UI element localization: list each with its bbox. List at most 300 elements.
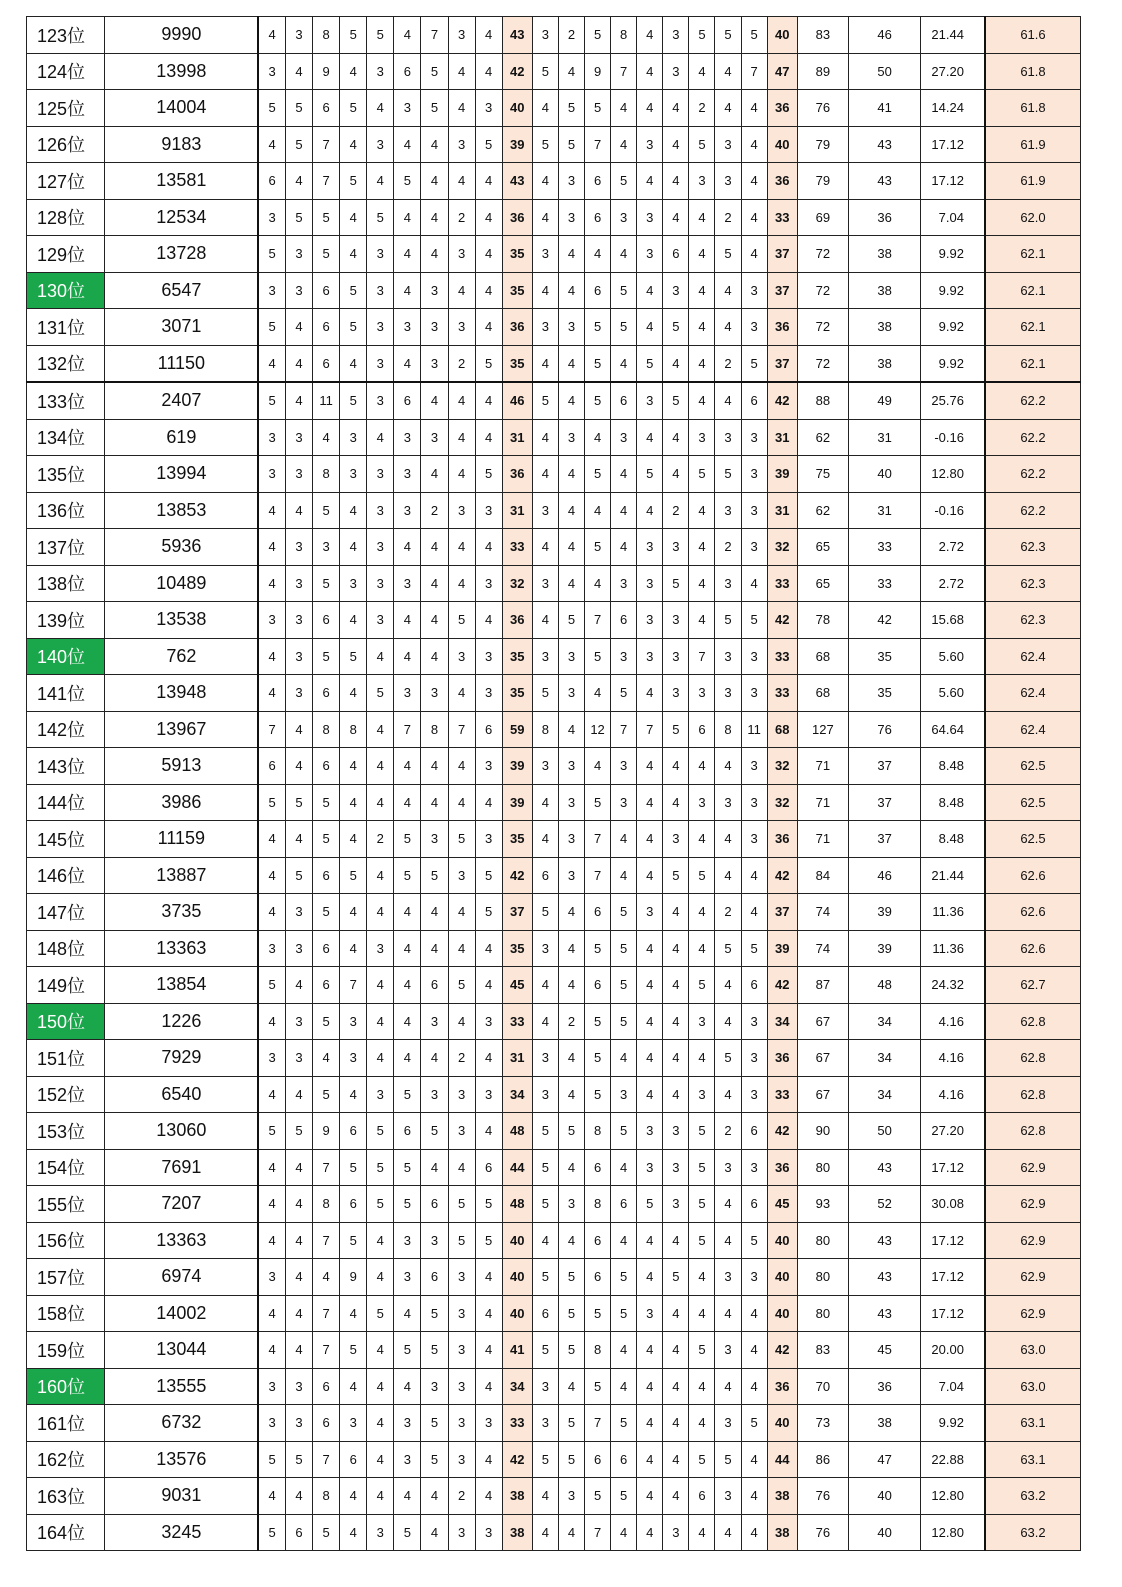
player-id-cell: 14004 (105, 90, 259, 127)
score-cell: 62.2 (985, 419, 1081, 456)
back-hole-11-cell: 4 (558, 236, 584, 273)
table-row (27, 1186, 1081, 1223)
back-hole-13-cell: 4 (611, 492, 637, 529)
back-hole-18-cell: 3 (741, 1040, 767, 1077)
front-hole-2-cell: 3 (285, 272, 312, 309)
back-hole-16-cell: 4 (689, 382, 715, 419)
out-total-cell: 38 (502, 1478, 532, 1515)
handicap-cell: 17.12 (921, 1259, 985, 1296)
back-hole-17-cell: 5 (715, 930, 741, 967)
player-id-cell: 13998 (105, 53, 259, 90)
out-total-cell: 39 (502, 748, 532, 785)
handicap-cell: 4.16 (921, 1003, 985, 1040)
front-hole-1-cell: 4 (258, 1003, 285, 1040)
in-total-cell: 32 (767, 784, 797, 821)
score-cell: 62.4 (985, 638, 1081, 675)
back-hole-15-cell: 4 (663, 967, 689, 1004)
back-hole-10-cell: 5 (532, 1441, 558, 1478)
back-hole-13-cell: 5 (611, 894, 637, 931)
in-total-cell: 40 (767, 1259, 797, 1296)
back-hole-11-cell: 3 (558, 419, 584, 456)
front-hole-3-cell: 8 (313, 1186, 340, 1223)
back-hole-11-cell: 3 (558, 638, 584, 675)
front-hole-9-cell: 4 (475, 419, 502, 456)
back-hole-13-cell: 5 (611, 967, 637, 1004)
back-hole-15-cell: 3 (663, 638, 689, 675)
front-hole-9-cell: 4 (475, 1040, 502, 1077)
player-id-cell: 619 (105, 419, 259, 456)
front-hole-6-cell: 4 (394, 236, 421, 273)
back-hole-13-cell: 6 (611, 1441, 637, 1478)
back-hole-12-cell: 8 (585, 1113, 611, 1150)
front-hole-1-cell: 3 (258, 1405, 285, 1442)
handicap-cell: 27.20 (921, 53, 985, 90)
back-hole-12-cell: 6 (585, 967, 611, 1004)
back-hole-13-cell: 4 (611, 529, 637, 566)
back-hole-17-cell: 4 (715, 857, 741, 894)
front-hole-2-cell: 4 (285, 1259, 312, 1296)
back-hole-13-cell: 3 (611, 565, 637, 602)
table-row (27, 1368, 1081, 1405)
gross-cell: 67 (797, 1076, 848, 1113)
net-cell: 40 (848, 1514, 920, 1551)
in-total-cell: 36 (767, 309, 797, 346)
table-row (27, 1222, 1081, 1259)
back-hole-18-cell: 4 (741, 1368, 767, 1405)
front-hole-8-cell: 4 (448, 748, 475, 785)
back-hole-11-cell: 4 (558, 967, 584, 1004)
front-hole-4-cell: 3 (340, 419, 367, 456)
back-hole-12-cell: 5 (585, 1040, 611, 1077)
front-hole-1-cell: 5 (258, 90, 285, 127)
net-cell: 76 (848, 711, 920, 748)
back-hole-13-cell: 4 (611, 456, 637, 493)
front-hole-9-cell: 4 (475, 382, 502, 419)
front-hole-4-cell: 5 (340, 272, 367, 309)
score-cell: 62.6 (985, 894, 1081, 931)
front-hole-8-cell: 3 (448, 1368, 475, 1405)
out-total-cell: 41 (502, 1332, 532, 1369)
gross-cell: 62 (797, 492, 848, 529)
back-hole-13-cell: 5 (611, 1113, 637, 1150)
back-hole-16-cell: 4 (689, 492, 715, 529)
back-hole-13-cell: 6 (611, 602, 637, 639)
back-hole-16-cell: 3 (689, 784, 715, 821)
front-hole-5-cell: 4 (367, 1478, 394, 1515)
front-hole-2-cell: 3 (285, 1040, 312, 1077)
front-hole-5-cell: 3 (367, 492, 394, 529)
back-hole-17-cell: 5 (715, 17, 741, 54)
back-hole-11-cell: 4 (558, 456, 584, 493)
front-hole-4-cell: 5 (340, 857, 367, 894)
gross-cell: 87 (797, 967, 848, 1004)
front-hole-8-cell: 3 (448, 1332, 475, 1369)
back-hole-14-cell: 4 (637, 163, 663, 200)
back-hole-14-cell: 7 (637, 711, 663, 748)
back-hole-12-cell: 6 (585, 199, 611, 236)
in-total-cell: 42 (767, 1332, 797, 1369)
score-cell: 62.2 (985, 382, 1081, 419)
score-cell: 62.2 (985, 456, 1081, 493)
front-hole-2-cell: 5 (285, 857, 312, 894)
front-hole-4-cell: 4 (340, 1478, 367, 1515)
back-hole-15-cell: 4 (663, 1222, 689, 1259)
front-hole-9-cell: 4 (475, 967, 502, 1004)
in-total-cell: 32 (767, 529, 797, 566)
front-hole-7-cell: 4 (421, 565, 448, 602)
handicap-cell: 2.72 (921, 565, 985, 602)
back-hole-18-cell: 5 (741, 930, 767, 967)
player-id-cell: 3735 (105, 894, 259, 931)
back-hole-15-cell: 4 (663, 1368, 689, 1405)
rank-cell: 152位 (27, 1076, 105, 1113)
handicap-cell: 4.16 (921, 1040, 985, 1077)
back-hole-15-cell: 4 (663, 930, 689, 967)
front-hole-5-cell: 5 (367, 1113, 394, 1150)
front-hole-5-cell: 4 (367, 1222, 394, 1259)
front-hole-2-cell: 4 (285, 1186, 312, 1223)
out-total-cell: 42 (502, 1441, 532, 1478)
rank-cell: 154位 (27, 1149, 105, 1186)
in-total-cell: 68 (767, 711, 797, 748)
front-hole-2-cell: 3 (285, 17, 312, 54)
back-hole-11-cell: 3 (558, 748, 584, 785)
net-cell: 43 (848, 163, 920, 200)
net-cell: 38 (848, 309, 920, 346)
rank-cell: 139位 (27, 602, 105, 639)
front-hole-9-cell: 4 (475, 529, 502, 566)
out-total-cell: 37 (502, 894, 532, 931)
back-hole-18-cell: 6 (741, 382, 767, 419)
front-hole-7-cell: 3 (421, 309, 448, 346)
net-cell: 33 (848, 565, 920, 602)
handicap-cell: 17.12 (921, 1149, 985, 1186)
back-hole-14-cell: 4 (637, 272, 663, 309)
front-hole-1-cell: 5 (258, 784, 285, 821)
back-hole-17-cell: 2 (715, 529, 741, 566)
back-hole-13-cell: 4 (611, 236, 637, 273)
front-hole-3-cell: 8 (313, 17, 340, 54)
back-hole-13-cell: 5 (611, 163, 637, 200)
front-hole-5-cell: 3 (367, 930, 394, 967)
back-hole-10-cell: 4 (532, 1222, 558, 1259)
front-hole-8-cell: 4 (448, 894, 475, 931)
front-hole-5-cell: 4 (367, 1368, 394, 1405)
back-hole-11-cell: 4 (558, 565, 584, 602)
front-hole-5-cell: 4 (367, 638, 394, 675)
back-hole-11-cell: 4 (558, 529, 584, 566)
back-hole-11-cell: 4 (558, 1076, 584, 1113)
out-total-cell: 35 (502, 638, 532, 675)
back-hole-16-cell: 4 (689, 199, 715, 236)
back-hole-13-cell: 4 (611, 1514, 637, 1551)
front-hole-9-cell: 3 (475, 90, 502, 127)
net-cell: 38 (848, 236, 920, 273)
front-hole-4-cell: 4 (340, 602, 367, 639)
back-hole-18-cell: 6 (741, 1186, 767, 1223)
back-hole-12-cell: 5 (585, 1295, 611, 1332)
back-hole-14-cell: 3 (637, 638, 663, 675)
back-hole-11-cell: 5 (558, 1259, 584, 1296)
net-cell: 41 (848, 90, 920, 127)
front-hole-1-cell: 3 (258, 419, 285, 456)
player-id-cell: 14002 (105, 1295, 259, 1332)
front-hole-9-cell: 3 (475, 1514, 502, 1551)
back-hole-10-cell: 3 (532, 930, 558, 967)
front-hole-6-cell: 3 (394, 565, 421, 602)
handicap-cell: 9.92 (921, 236, 985, 273)
front-hole-2-cell: 5 (285, 90, 312, 127)
front-hole-8-cell: 4 (448, 930, 475, 967)
front-hole-6-cell: 6 (394, 53, 421, 90)
net-cell: 47 (848, 1441, 920, 1478)
out-total-cell: 35 (502, 930, 532, 967)
rank-cell: 155位 (27, 1186, 105, 1223)
handicap-cell: 9.92 (921, 1405, 985, 1442)
front-hole-7-cell: 5 (421, 53, 448, 90)
front-hole-9-cell: 5 (475, 1186, 502, 1223)
back-hole-16-cell: 5 (689, 456, 715, 493)
front-hole-1-cell: 4 (258, 1149, 285, 1186)
in-total-cell: 31 (767, 492, 797, 529)
back-hole-17-cell: 3 (715, 492, 741, 529)
net-cell: 36 (848, 1368, 920, 1405)
front-hole-1-cell: 4 (258, 492, 285, 529)
back-hole-15-cell: 5 (663, 857, 689, 894)
front-hole-5-cell: 3 (367, 602, 394, 639)
back-hole-10-cell: 4 (532, 1514, 558, 1551)
front-hole-7-cell: 4 (421, 602, 448, 639)
front-hole-2-cell: 4 (285, 821, 312, 858)
back-hole-12-cell: 5 (585, 930, 611, 967)
front-hole-1-cell: 4 (258, 17, 285, 54)
back-hole-16-cell: 7 (689, 638, 715, 675)
rank-cell: 126位 (27, 126, 105, 163)
score-cell: 62.4 (985, 675, 1081, 712)
back-hole-13-cell: 5 (611, 675, 637, 712)
front-hole-8-cell: 3 (448, 1076, 475, 1113)
out-total-cell: 32 (502, 565, 532, 602)
back-hole-15-cell: 3 (663, 1186, 689, 1223)
back-hole-16-cell: 5 (689, 1441, 715, 1478)
front-hole-3-cell: 5 (313, 565, 340, 602)
handicap-cell: -0.16 (921, 492, 985, 529)
in-total-cell: 44 (767, 1441, 797, 1478)
front-hole-5-cell: 4 (367, 1003, 394, 1040)
out-total-cell: 40 (502, 1295, 532, 1332)
back-hole-11-cell: 5 (558, 602, 584, 639)
back-hole-10-cell: 5 (532, 675, 558, 712)
back-hole-11-cell: 4 (558, 382, 584, 419)
handicap-cell: 11.36 (921, 894, 985, 931)
front-hole-7-cell: 4 (421, 748, 448, 785)
back-hole-14-cell: 3 (637, 529, 663, 566)
front-hole-5-cell: 5 (367, 1295, 394, 1332)
back-hole-18-cell: 4 (741, 1295, 767, 1332)
back-hole-18-cell: 6 (741, 967, 767, 1004)
out-total-cell: 34 (502, 1368, 532, 1405)
out-total-cell: 36 (502, 456, 532, 493)
back-hole-13-cell: 4 (611, 1332, 637, 1369)
handicap-cell: 17.12 (921, 1295, 985, 1332)
back-hole-12-cell: 6 (585, 1259, 611, 1296)
back-hole-15-cell: 4 (663, 1295, 689, 1332)
back-hole-10-cell: 4 (532, 456, 558, 493)
back-hole-11-cell: 3 (558, 309, 584, 346)
front-hole-4-cell: 4 (340, 492, 367, 529)
gross-cell: 79 (797, 163, 848, 200)
front-hole-8-cell: 3 (448, 1441, 475, 1478)
front-hole-7-cell: 4 (421, 236, 448, 273)
back-hole-14-cell: 4 (637, 857, 663, 894)
back-hole-13-cell: 5 (611, 1003, 637, 1040)
handicap-cell: 21.44 (921, 857, 985, 894)
front-hole-5-cell: 5 (367, 1186, 394, 1223)
front-hole-2-cell: 3 (285, 930, 312, 967)
gross-cell: 86 (797, 1441, 848, 1478)
back-hole-16-cell: 4 (689, 236, 715, 273)
back-hole-11-cell: 2 (558, 17, 584, 54)
out-total-cell: 44 (502, 1149, 532, 1186)
front-hole-7-cell: 4 (421, 163, 448, 200)
front-hole-5-cell: 2 (367, 821, 394, 858)
front-hole-7-cell: 5 (421, 90, 448, 127)
gross-cell: 71 (797, 784, 848, 821)
rank-cell: 124位 (27, 53, 105, 90)
back-hole-16-cell: 4 (689, 1040, 715, 1077)
back-hole-18-cell: 4 (741, 163, 767, 200)
in-total-cell: 40 (767, 1405, 797, 1442)
rank-cell: 132位 (27, 345, 105, 382)
front-hole-6-cell: 3 (394, 1441, 421, 1478)
back-hole-11-cell: 5 (558, 1113, 584, 1150)
front-hole-3-cell: 5 (313, 199, 340, 236)
back-hole-18-cell: 3 (741, 456, 767, 493)
rank-cell: 156位 (27, 1222, 105, 1259)
front-hole-3-cell: 6 (313, 1368, 340, 1405)
front-hole-1-cell: 5 (258, 382, 285, 419)
back-hole-14-cell: 4 (637, 1368, 663, 1405)
player-id-cell: 12534 (105, 199, 259, 236)
in-total-cell: 36 (767, 1368, 797, 1405)
back-hole-11-cell: 4 (558, 930, 584, 967)
player-id-cell: 7691 (105, 1149, 259, 1186)
back-hole-11-cell: 3 (558, 675, 584, 712)
back-hole-13-cell: 7 (611, 53, 637, 90)
out-total-cell: 40 (502, 1259, 532, 1296)
front-hole-8-cell: 4 (448, 565, 475, 602)
rank-cell: 145位 (27, 821, 105, 858)
front-hole-8-cell: 5 (448, 821, 475, 858)
table-row (27, 419, 1081, 456)
back-hole-13-cell: 5 (611, 1405, 637, 1442)
back-hole-16-cell: 5 (689, 1222, 715, 1259)
back-hole-10-cell: 6 (532, 1295, 558, 1332)
back-hole-17-cell: 4 (715, 272, 741, 309)
front-hole-6-cell: 5 (394, 1186, 421, 1223)
score-cell: 63.0 (985, 1368, 1081, 1405)
back-hole-10-cell: 3 (532, 236, 558, 273)
rank-cell: 158位 (27, 1295, 105, 1332)
table-row (27, 1478, 1081, 1515)
back-hole-15-cell: 4 (663, 1076, 689, 1113)
front-hole-6-cell: 4 (394, 17, 421, 54)
front-hole-7-cell: 3 (421, 419, 448, 456)
front-hole-9-cell: 3 (475, 565, 502, 602)
front-hole-3-cell: 6 (313, 602, 340, 639)
front-hole-7-cell: 4 (421, 784, 448, 821)
front-hole-2-cell: 5 (285, 126, 312, 163)
back-hole-17-cell: 3 (715, 126, 741, 163)
back-hole-15-cell: 5 (663, 565, 689, 602)
back-hole-12-cell: 4 (585, 419, 611, 456)
handicap-cell: 17.12 (921, 163, 985, 200)
in-total-cell: 42 (767, 857, 797, 894)
back-hole-14-cell: 4 (637, 784, 663, 821)
front-hole-6-cell: 3 (394, 675, 421, 712)
front-hole-5-cell: 4 (367, 1040, 394, 1077)
player-id-cell: 13853 (105, 492, 259, 529)
back-hole-13-cell: 4 (611, 1222, 637, 1259)
front-hole-2-cell: 3 (285, 1368, 312, 1405)
front-hole-9-cell: 4 (475, 1478, 502, 1515)
front-hole-8-cell: 3 (448, 857, 475, 894)
gross-cell: 127 (797, 711, 848, 748)
front-hole-8-cell: 3 (448, 1514, 475, 1551)
back-hole-12-cell: 6 (585, 894, 611, 931)
score-cell: 62.8 (985, 1076, 1081, 1113)
back-hole-17-cell: 2 (715, 345, 741, 382)
front-hole-7-cell: 3 (421, 675, 448, 712)
score-cell: 62.8 (985, 1003, 1081, 1040)
rank-cell: 136位 (27, 492, 105, 529)
back-hole-14-cell: 3 (637, 199, 663, 236)
front-hole-2-cell: 5 (285, 1113, 312, 1150)
back-hole-11-cell: 5 (558, 1332, 584, 1369)
gross-cell: 68 (797, 675, 848, 712)
table-row (27, 857, 1081, 894)
front-hole-1-cell: 4 (258, 1295, 285, 1332)
back-hole-10-cell: 3 (532, 638, 558, 675)
back-hole-14-cell: 3 (637, 602, 663, 639)
front-hole-3-cell: 6 (313, 967, 340, 1004)
front-hole-8-cell: 4 (448, 53, 475, 90)
back-hole-17-cell: 4 (715, 1003, 741, 1040)
table-row (27, 967, 1081, 1004)
net-cell: 31 (848, 419, 920, 456)
net-cell: 43 (848, 1295, 920, 1332)
table-row (27, 163, 1081, 200)
handicap-cell: -0.16 (921, 419, 985, 456)
in-total-cell: 42 (767, 602, 797, 639)
front-hole-1-cell: 3 (258, 53, 285, 90)
front-hole-9-cell: 4 (475, 1295, 502, 1332)
front-hole-7-cell: 8 (421, 711, 448, 748)
back-hole-16-cell: 4 (689, 1295, 715, 1332)
out-total-cell: 40 (502, 1222, 532, 1259)
handicap-cell: 9.92 (921, 345, 985, 382)
back-hole-17-cell: 2 (715, 199, 741, 236)
front-hole-3-cell: 5 (313, 1514, 340, 1551)
back-hole-10-cell: 3 (532, 1040, 558, 1077)
front-hole-4-cell: 5 (340, 1149, 367, 1186)
handicap-cell: 2.72 (921, 529, 985, 566)
front-hole-3-cell: 6 (313, 1405, 340, 1442)
rank-cell: 130位 (27, 272, 105, 309)
back-hole-15-cell: 4 (663, 1003, 689, 1040)
in-total-cell: 40 (767, 126, 797, 163)
front-hole-9-cell: 3 (475, 748, 502, 785)
